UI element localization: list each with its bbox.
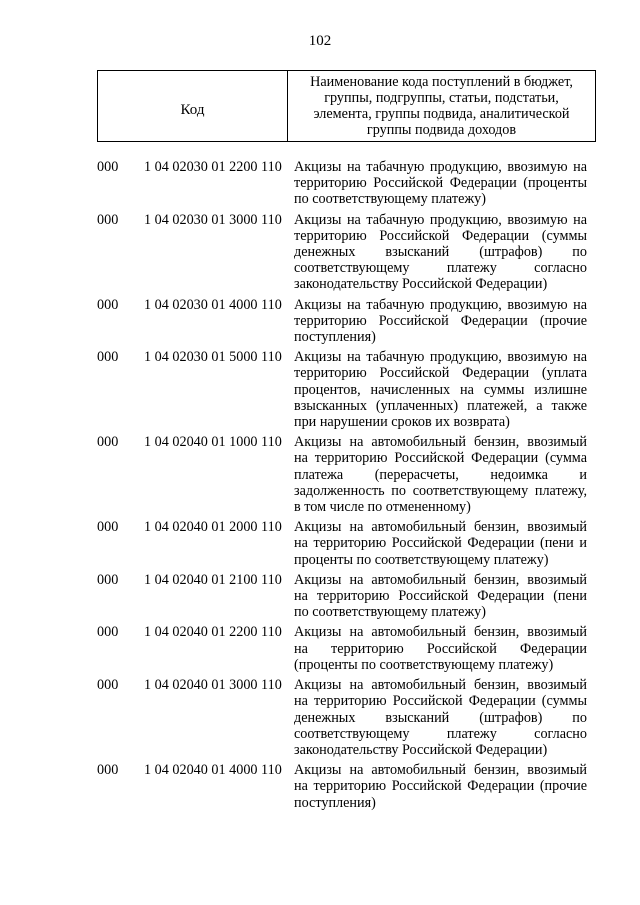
revenue-name-line: Акцизы на табачную продукцию, ввозимую на [294,211,587,228]
table-body [0,159,640,815]
revenue-name-line: на территорию Российской Федерации (пени [294,588,587,605]
revenue-code: 1 04 02040 01 2000 110 [144,519,282,536]
revenue-name-line: соответствующему платежу согласно [294,260,587,277]
revenue-name-line: платежа (перерасчеты, недоимка и [294,466,587,483]
revenue-name-line: Акцизы на табачную продукцию, ввозимую на [294,296,587,313]
page-number: 102 [308,33,332,49]
revenue-name-line: процентов, начисленных на суммы излишне [294,381,587,398]
admin-code: 000 [97,349,119,366]
header-code-cell: Код [98,71,288,141]
revenue-name-line: задолженность по соответствующему платежу, [294,482,587,499]
table-row [0,572,640,621]
table-row [0,762,640,811]
revenue-name-line: Акцизы на автомобильный бензин, ввозимый [294,762,587,779]
revenue-name [294,159,587,208]
revenue-name-line: поступления) [294,329,376,346]
revenue-name-line: денежных взысканий (штрафов) по [294,709,587,726]
revenue-name-line: по соответствующему платежу) [294,604,486,621]
revenue-code: 1 04 02030 01 4000 110 [144,296,282,313]
admin-code: 000 [97,762,119,779]
revenue-name [294,212,587,293]
revenue-name-line: на территорию Российской Федерации (сумма [294,450,587,467]
admin-code: 000 [97,677,119,694]
table-row [0,677,640,758]
revenue-name [294,762,587,811]
revenue-name-line: законодательству Российской Федерации) [294,741,548,758]
table-row [0,519,640,568]
table-row [0,434,640,515]
admin-code: 000 [97,159,119,175]
revenue-name-line: поступления) [294,794,376,811]
revenue-name-line: соответствующему платежу согласно [294,725,587,742]
revenue-name-line: территорию Российской Федерации (уплата [294,365,587,382]
revenue-code: 1 04 02030 01 5000 110 [144,349,282,366]
revenue-name-line: взысканных (уплаченных) платежей, а также [294,397,587,414]
revenue-name-line: на территорию Российской Федерации [294,640,587,657]
revenue-name-line: Акцизы на табачную продукцию, ввозимую на [294,159,587,175]
revenue-code: 1 04 02040 01 1000 110 [144,434,282,451]
revenue-name-line: территорию Российской Федерации (прочие [294,312,587,329]
revenue-code: 1 04 02030 01 3000 110 [144,211,282,228]
table-row [0,212,640,293]
revenue-name-line: законодательству Российской Федерации) [294,276,548,293]
revenue-code: 1 04 02040 01 4000 110 [144,762,282,779]
revenue-name [294,349,587,430]
revenue-code: 1 04 02040 01 2200 110 [144,624,282,641]
table-row [0,624,640,673]
table-row [0,297,640,346]
revenue-name-line: на территорию Российской Федерации (прочие [294,778,587,795]
revenue-name-line: территорию Российской Федерации (суммы [294,227,587,244]
revenue-name-line: Акцизы на автомобильный бензин, ввозимый [294,624,587,641]
revenue-name [294,572,587,621]
admin-code: 000 [97,519,119,536]
revenue-name-line: по соответствующему платежу) [294,191,486,208]
admin-code: 000 [97,571,119,588]
revenue-name-line: проценты по соответствующему платежу) [294,551,549,568]
admin-code: 000 [97,296,119,313]
revenue-name-line: на территорию Российской Федерации (суммы [294,693,587,710]
revenue-name [294,677,587,758]
revenue-name-line: Акцизы на автомобильный бензин, ввозимый [294,434,587,451]
revenue-code: 1 04 02030 01 2200 110 [144,159,282,175]
revenue-name [294,434,587,515]
revenue-name-line: Акцизы на автомобильный бензин, ввозимый [294,677,587,694]
revenue-code: 1 04 02040 01 3000 110 [144,677,282,694]
revenue-code: 1 04 02040 01 2100 110 [144,571,282,588]
revenue-name-line: Акцизы на автомобильный бензин, ввозимый [294,571,587,588]
revenue-name-line: Акцизы на табачную продукцию, ввозимую на [294,349,587,366]
revenue-name-line: при нарушении сроков их возврата) [294,414,510,431]
table-row [0,349,640,430]
revenue-name-line: на территорию Российской Федерации (пени и [294,535,587,552]
table-header [97,70,596,142]
table-row [0,159,640,208]
admin-code: 000 [97,434,119,451]
revenue-name [294,519,587,568]
revenue-name-line: территорию Российской Федерации (проценты [294,175,587,192]
admin-code: 000 [97,211,119,228]
revenue-name-line: Акцизы на автомобильный бензин, ввозимый [294,519,587,536]
revenue-name [294,297,587,346]
revenue-name-line: в том числе по отмененному) [294,499,471,516]
revenue-name-line: денежных взысканий (штрафов) по [294,244,587,261]
revenue-name [294,624,587,673]
revenue-name-line: (проценты по соответствующему платежу) [294,656,554,673]
admin-code: 000 [97,624,119,641]
header-name-cell: Наименование кода поступлений в бюджет, группы, подгруппы, статьи, подстатьи, элемента, группы подвида, аналитической группы подвида доходов [310,74,573,138]
